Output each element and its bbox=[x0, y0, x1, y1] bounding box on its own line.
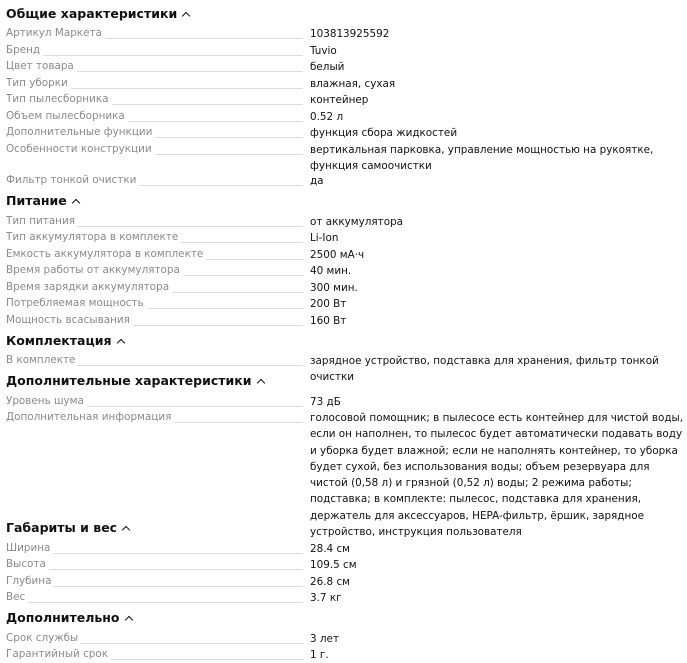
spec-label: Срок службы bbox=[6, 631, 303, 646]
spec-value: Li-Ion bbox=[310, 232, 339, 244]
spec-label: В комплекте bbox=[6, 353, 303, 368]
section-title: Габариты и вес bbox=[6, 520, 118, 535]
spec-value: от аккумулятора bbox=[310, 216, 404, 228]
spec-label: Дополнительная информация bbox=[6, 410, 303, 425]
spec-value: 109.5 см bbox=[310, 559, 357, 571]
spec-label: Потребляемая мощность bbox=[6, 296, 303, 311]
section-title: Дополнительно bbox=[6, 610, 120, 625]
spec-value: голосовой помощник; в пылесосе есть контейнер для чистой воды, если он наполнен, то пылесос будет автоматически подавать воду и уборка будет влажной; если не наполнять контейнер, то уборка будет сухой, без использования воды; объем резервуара для чистой (0,58 л) и грязной (0,52 л) воды; 2 режима работы; подставка; в комплекте: пылесос, подставка для хранения, держатель для аксессуаров, HEPA-фильтр, ёршик, зарядное устройство, инструкция пользователя bbox=[310, 412, 684, 539]
spec-value: 160 Вт bbox=[310, 315, 347, 327]
spec-value: вертикальная парковка, управление мощностью на рукоятке, функция самоочистки bbox=[310, 144, 654, 173]
spec-label: Тип пылесборника bbox=[6, 92, 303, 107]
spec-label: Время зарядки аккумулятора bbox=[6, 280, 303, 295]
spec-value: 3 лет bbox=[310, 633, 340, 645]
spec-label: Емкость аккумулятора в комплекте bbox=[6, 247, 303, 262]
spec-label: Фильтр тонкой очистки bbox=[6, 173, 303, 188]
section-header-power[interactable] bbox=[6, 193, 79, 209]
chevron-up-icon bbox=[182, 12, 190, 20]
spec-label: Тип аккумулятора в комплекте bbox=[6, 230, 303, 245]
spec-value: 200 Вт bbox=[310, 298, 347, 310]
spec-label: Ширина bbox=[6, 541, 303, 556]
spec-value: 0.52 л bbox=[310, 111, 344, 123]
spec-value: контейнер bbox=[310, 94, 369, 106]
chevron-up-icon bbox=[122, 526, 130, 534]
spec-label: Особенности конструкции bbox=[6, 142, 303, 157]
chevron-up-icon bbox=[116, 339, 124, 347]
spec-label: Мощность всасывания bbox=[6, 313, 303, 328]
spec-value: 2500 мА·ч bbox=[310, 249, 365, 261]
section-title: Комплектация bbox=[6, 333, 112, 348]
spec-label: Уровень шума bbox=[6, 394, 303, 409]
section-header-extra[interactable] bbox=[6, 610, 132, 626]
section-header-package[interactable] bbox=[6, 333, 124, 349]
spec-value: 73 дБ bbox=[310, 396, 341, 408]
section-header-general[interactable] bbox=[6, 6, 189, 22]
spec-label: Артикул Маркета bbox=[6, 26, 303, 41]
spec-label: Тип уборки bbox=[6, 76, 303, 91]
spec-value: функция сбора жидкостей bbox=[310, 127, 458, 139]
chevron-up-icon bbox=[72, 199, 80, 207]
spec-value: 3.7 кг bbox=[310, 592, 342, 604]
spec-label: Время работы от аккумулятора bbox=[6, 263, 303, 278]
section-title: Общие характеристики bbox=[6, 6, 178, 21]
spec-label: Глубина bbox=[6, 574, 303, 589]
spec-label: Вес bbox=[6, 590, 303, 605]
spec-value: белый bbox=[310, 61, 345, 73]
chevron-up-icon bbox=[124, 616, 132, 624]
spec-value: 103813925592 bbox=[310, 28, 390, 40]
chevron-up-icon bbox=[256, 379, 264, 387]
spec-label: Гарантийный срок bbox=[6, 647, 303, 662]
spec-value: влажная, сухая bbox=[310, 78, 396, 90]
spec-value: 26.8 см bbox=[310, 576, 350, 588]
spec-value: да bbox=[310, 175, 324, 187]
spec-value: 40 мин. bbox=[310, 265, 352, 277]
spec-value: 1 г. bbox=[310, 649, 329, 661]
spec-label: Высота bbox=[6, 557, 303, 572]
spec-value: зарядное устройство, подставка для хранения, фильтр тонкой очистки bbox=[310, 355, 659, 384]
section-header-additional-specs[interactable] bbox=[6, 373, 264, 389]
spec-value: 300 мин. bbox=[310, 282, 358, 294]
spec-label: Дополнительные функции bbox=[6, 125, 303, 140]
spec-label: Объем пылесборника bbox=[6, 109, 303, 124]
spec-value: 28.4 см bbox=[310, 543, 350, 555]
spec-label: Тип питания bbox=[6, 214, 303, 229]
spec-value: Tuvio bbox=[310, 45, 337, 57]
section-title: Дополнительные характеристики bbox=[6, 373, 252, 388]
section-title: Питание bbox=[6, 193, 67, 208]
section-header-dimensions[interactable] bbox=[6, 520, 129, 536]
spec-label: Цвет товара bbox=[6, 59, 303, 74]
spec-label: Бренд bbox=[6, 43, 303, 58]
